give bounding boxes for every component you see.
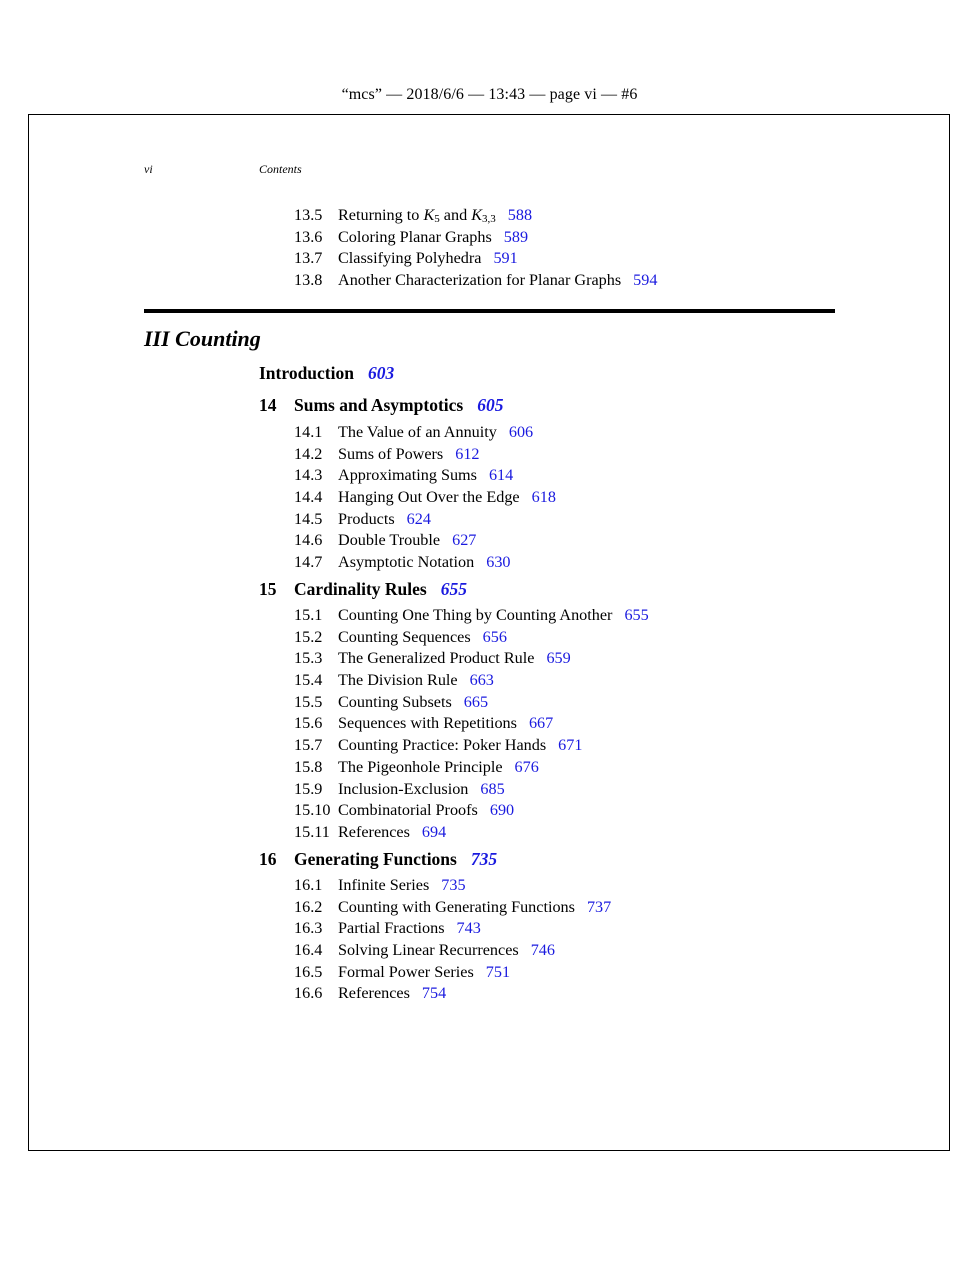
section-number: 13.6 <box>294 227 323 246</box>
toc-section <box>294 692 649 714</box>
section-page-link[interactable]: 690 <box>489 801 515 820</box>
section-number: 13.7 <box>294 249 323 268</box>
toc-section <box>294 757 649 779</box>
section-number: 16.6 <box>294 984 323 1003</box>
toc-chapter-15 <box>259 579 467 600</box>
section-title-conjunction: and <box>439 206 472 224</box>
section-title: Formal Power Series <box>338 962 474 981</box>
toc-introduction <box>259 363 394 384</box>
toc-section <box>294 270 657 292</box>
toc-section <box>294 962 611 984</box>
section-title: Counting Subsets <box>338 692 452 711</box>
section-number: 14.5 <box>294 509 323 528</box>
section-number: 16.5 <box>294 962 323 981</box>
section-page-link[interactable]: 676 <box>514 757 539 776</box>
section-page-link[interactable]: 663 <box>469 671 494 690</box>
chapter-number: 15 <box>259 579 277 599</box>
section-page-link[interactable]: 656 <box>482 627 507 646</box>
section-page-link[interactable]: 594 <box>633 271 658 290</box>
section-number: 15.7 <box>294 736 323 755</box>
section-number: 16.2 <box>294 897 323 916</box>
section-number: 15.8 <box>294 757 323 776</box>
math-k: K <box>423 206 435 224</box>
section-title: Approximating Sums <box>338 466 477 485</box>
chapter-14-sections <box>294 422 556 574</box>
section-page-link[interactable]: 591 <box>493 249 518 268</box>
toc-section <box>294 918 611 940</box>
toc-section <box>294 205 657 227</box>
toc-section <box>294 779 649 801</box>
section-title: Another Characterization for Planar Graphs <box>338 271 622 290</box>
chapter-16-sections <box>294 875 611 1005</box>
section-number: 15.11 <box>294 822 330 841</box>
toc-section <box>294 465 556 487</box>
section-title: Partial Fractions <box>338 919 445 938</box>
section-title: Sums of Powers <box>338 444 444 463</box>
chapter-title: Cardinality Rules <box>294 579 427 599</box>
section-page-link[interactable]: 624 <box>406 509 431 528</box>
toc-section <box>294 800 649 822</box>
section-number: 14.1 <box>294 423 323 441</box>
section-title: The Pigeonhole Principle <box>338 757 503 776</box>
section-page-link[interactable]: 612 <box>455 444 480 463</box>
section-page-link[interactable]: 589 <box>503 227 529 246</box>
chapter-title: Generating Functions <box>294 849 457 869</box>
section-page-link[interactable]: 614 <box>488 466 514 485</box>
math-k: K <box>471 206 483 224</box>
toc-section <box>294 822 649 844</box>
section-number: 14.4 <box>294 488 323 507</box>
chapter-number: 14 <box>259 395 277 415</box>
section-page-link[interactable]: 685 <box>480 779 505 798</box>
section-page-link[interactable]: 618 <box>531 488 556 507</box>
section-title: Sequences with Repetitions <box>338 714 517 733</box>
section-number: 14.6 <box>294 531 323 550</box>
section-title: Counting One Thing by Counting Another <box>338 606 613 624</box>
section-title: Hanging Out Over the Edge <box>338 488 520 507</box>
section-page-link[interactable]: 588 <box>507 206 533 224</box>
section-title: References <box>338 822 410 841</box>
section-title: Classifying Polyhedra <box>338 249 482 268</box>
section-number: 14.7 <box>294 553 323 572</box>
section-title: Counting with Generating Functions <box>338 897 575 916</box>
section-title: Returning to <box>338 206 424 224</box>
chapter-page-link[interactable]: 735 <box>470 849 498 869</box>
toc-section <box>294 227 657 249</box>
section-number: 15.9 <box>294 779 323 798</box>
toc-section <box>294 940 611 962</box>
section-title: Double Trouble <box>338 531 441 550</box>
section-page-link[interactable]: 627 <box>452 531 477 550</box>
section-title: The Division Rule <box>338 671 458 690</box>
section-number: 15.6 <box>294 714 323 733</box>
section-page-link[interactable]: 735 <box>441 876 466 894</box>
section-number: 14.3 <box>294 466 323 485</box>
section-title: Products <box>338 509 395 528</box>
section-page-link[interactable]: 667 <box>528 714 554 733</box>
toc-chapter-14 <box>259 395 503 416</box>
running-head-title: Contents <box>259 162 302 176</box>
section-page-link[interactable]: 754 <box>421 984 447 1003</box>
section-number: 15.1 <box>294 606 323 624</box>
section-title: Inclusion-Exclusion <box>338 779 469 798</box>
toc-section <box>294 875 611 897</box>
section-page-link[interactable]: 630 <box>486 553 511 572</box>
section-page-link[interactable]: 655 <box>624 606 649 624</box>
section-page-link[interactable]: 694 <box>421 822 447 841</box>
section-title: Asymptotic Notation <box>338 553 475 572</box>
toc-section <box>294 509 556 531</box>
toc-section <box>294 248 657 270</box>
toc-section <box>294 648 649 670</box>
chapter-page-link[interactable]: 655 <box>440 579 467 599</box>
toc-section <box>294 552 556 574</box>
section-number: 13.5 <box>294 206 323 224</box>
section-page-link[interactable]: 659 <box>546 649 571 668</box>
toc-chapter-16 <box>259 849 497 870</box>
section-title: References <box>338 984 410 1003</box>
page-header: “mcs” — 2018/6/6 — 13:43 — page vi — #6 <box>341 86 638 103</box>
section-number: 15.5 <box>294 692 323 711</box>
introduction-title: Introduction <box>259 363 354 383</box>
section-title: The Value of an Annuity <box>338 423 497 441</box>
toc-section <box>294 670 649 692</box>
chapter-page-link[interactable]: 605 <box>477 395 504 415</box>
section-number: 16.1 <box>294 876 323 894</box>
toc-section <box>294 444 556 466</box>
section-page-link[interactable]: 743 <box>456 919 481 938</box>
introduction-page-link[interactable]: 603 <box>367 363 395 383</box>
section-page-link[interactable]: 665 <box>463 692 489 711</box>
toc-section <box>294 627 649 649</box>
toc-section <box>294 422 556 444</box>
section-title: Combinatorial Proofs <box>338 801 478 820</box>
toc-section <box>294 605 649 627</box>
section-title: The Generalized Product Rule <box>338 649 535 668</box>
chapter-number: 16 <box>259 849 277 869</box>
part-divider-rule <box>144 309 835 313</box>
section-number: 15.10 <box>294 801 331 820</box>
toc-section <box>294 897 611 919</box>
section-page-link[interactable]: 751 <box>485 962 511 981</box>
section-number: 15.3 <box>294 649 323 668</box>
part-title: III Counting <box>144 326 261 351</box>
math-subscript: 3,3 <box>482 213 496 225</box>
section-number: 16.4 <box>294 941 323 960</box>
toc-section <box>294 713 649 735</box>
section-page-link[interactable]: 671 <box>558 736 583 755</box>
section-title: Solving Linear Recurrences <box>338 941 519 960</box>
toc-section <box>294 530 556 552</box>
section-title: Counting Sequences <box>338 627 471 646</box>
toc-section <box>294 487 556 509</box>
section-number: 16.3 <box>294 919 323 938</box>
section-number: 14.2 <box>294 444 323 463</box>
section-title: Infinite Series <box>338 876 430 894</box>
math-subscript: 5 <box>434 213 440 225</box>
section-number: 13.8 <box>294 271 323 290</box>
prev-section-list <box>294 205 657 292</box>
section-number: 15.4 <box>294 671 323 690</box>
section-page-link[interactable]: 737 <box>586 897 612 916</box>
section-title: Counting Practice: Poker Hands <box>338 736 547 755</box>
chapter-title: Sums and Asymptotics <box>294 395 464 415</box>
toc-section <box>294 983 611 1005</box>
section-page-link[interactable]: 606 <box>508 423 534 441</box>
running-head-page-number: vi <box>144 162 153 176</box>
section-page-link[interactable]: 746 <box>530 941 555 960</box>
section-title: Coloring Planar Graphs <box>338 227 492 246</box>
chapter-15-sections <box>294 605 649 844</box>
section-number: 15.2 <box>294 627 323 646</box>
toc-section <box>294 735 649 757</box>
